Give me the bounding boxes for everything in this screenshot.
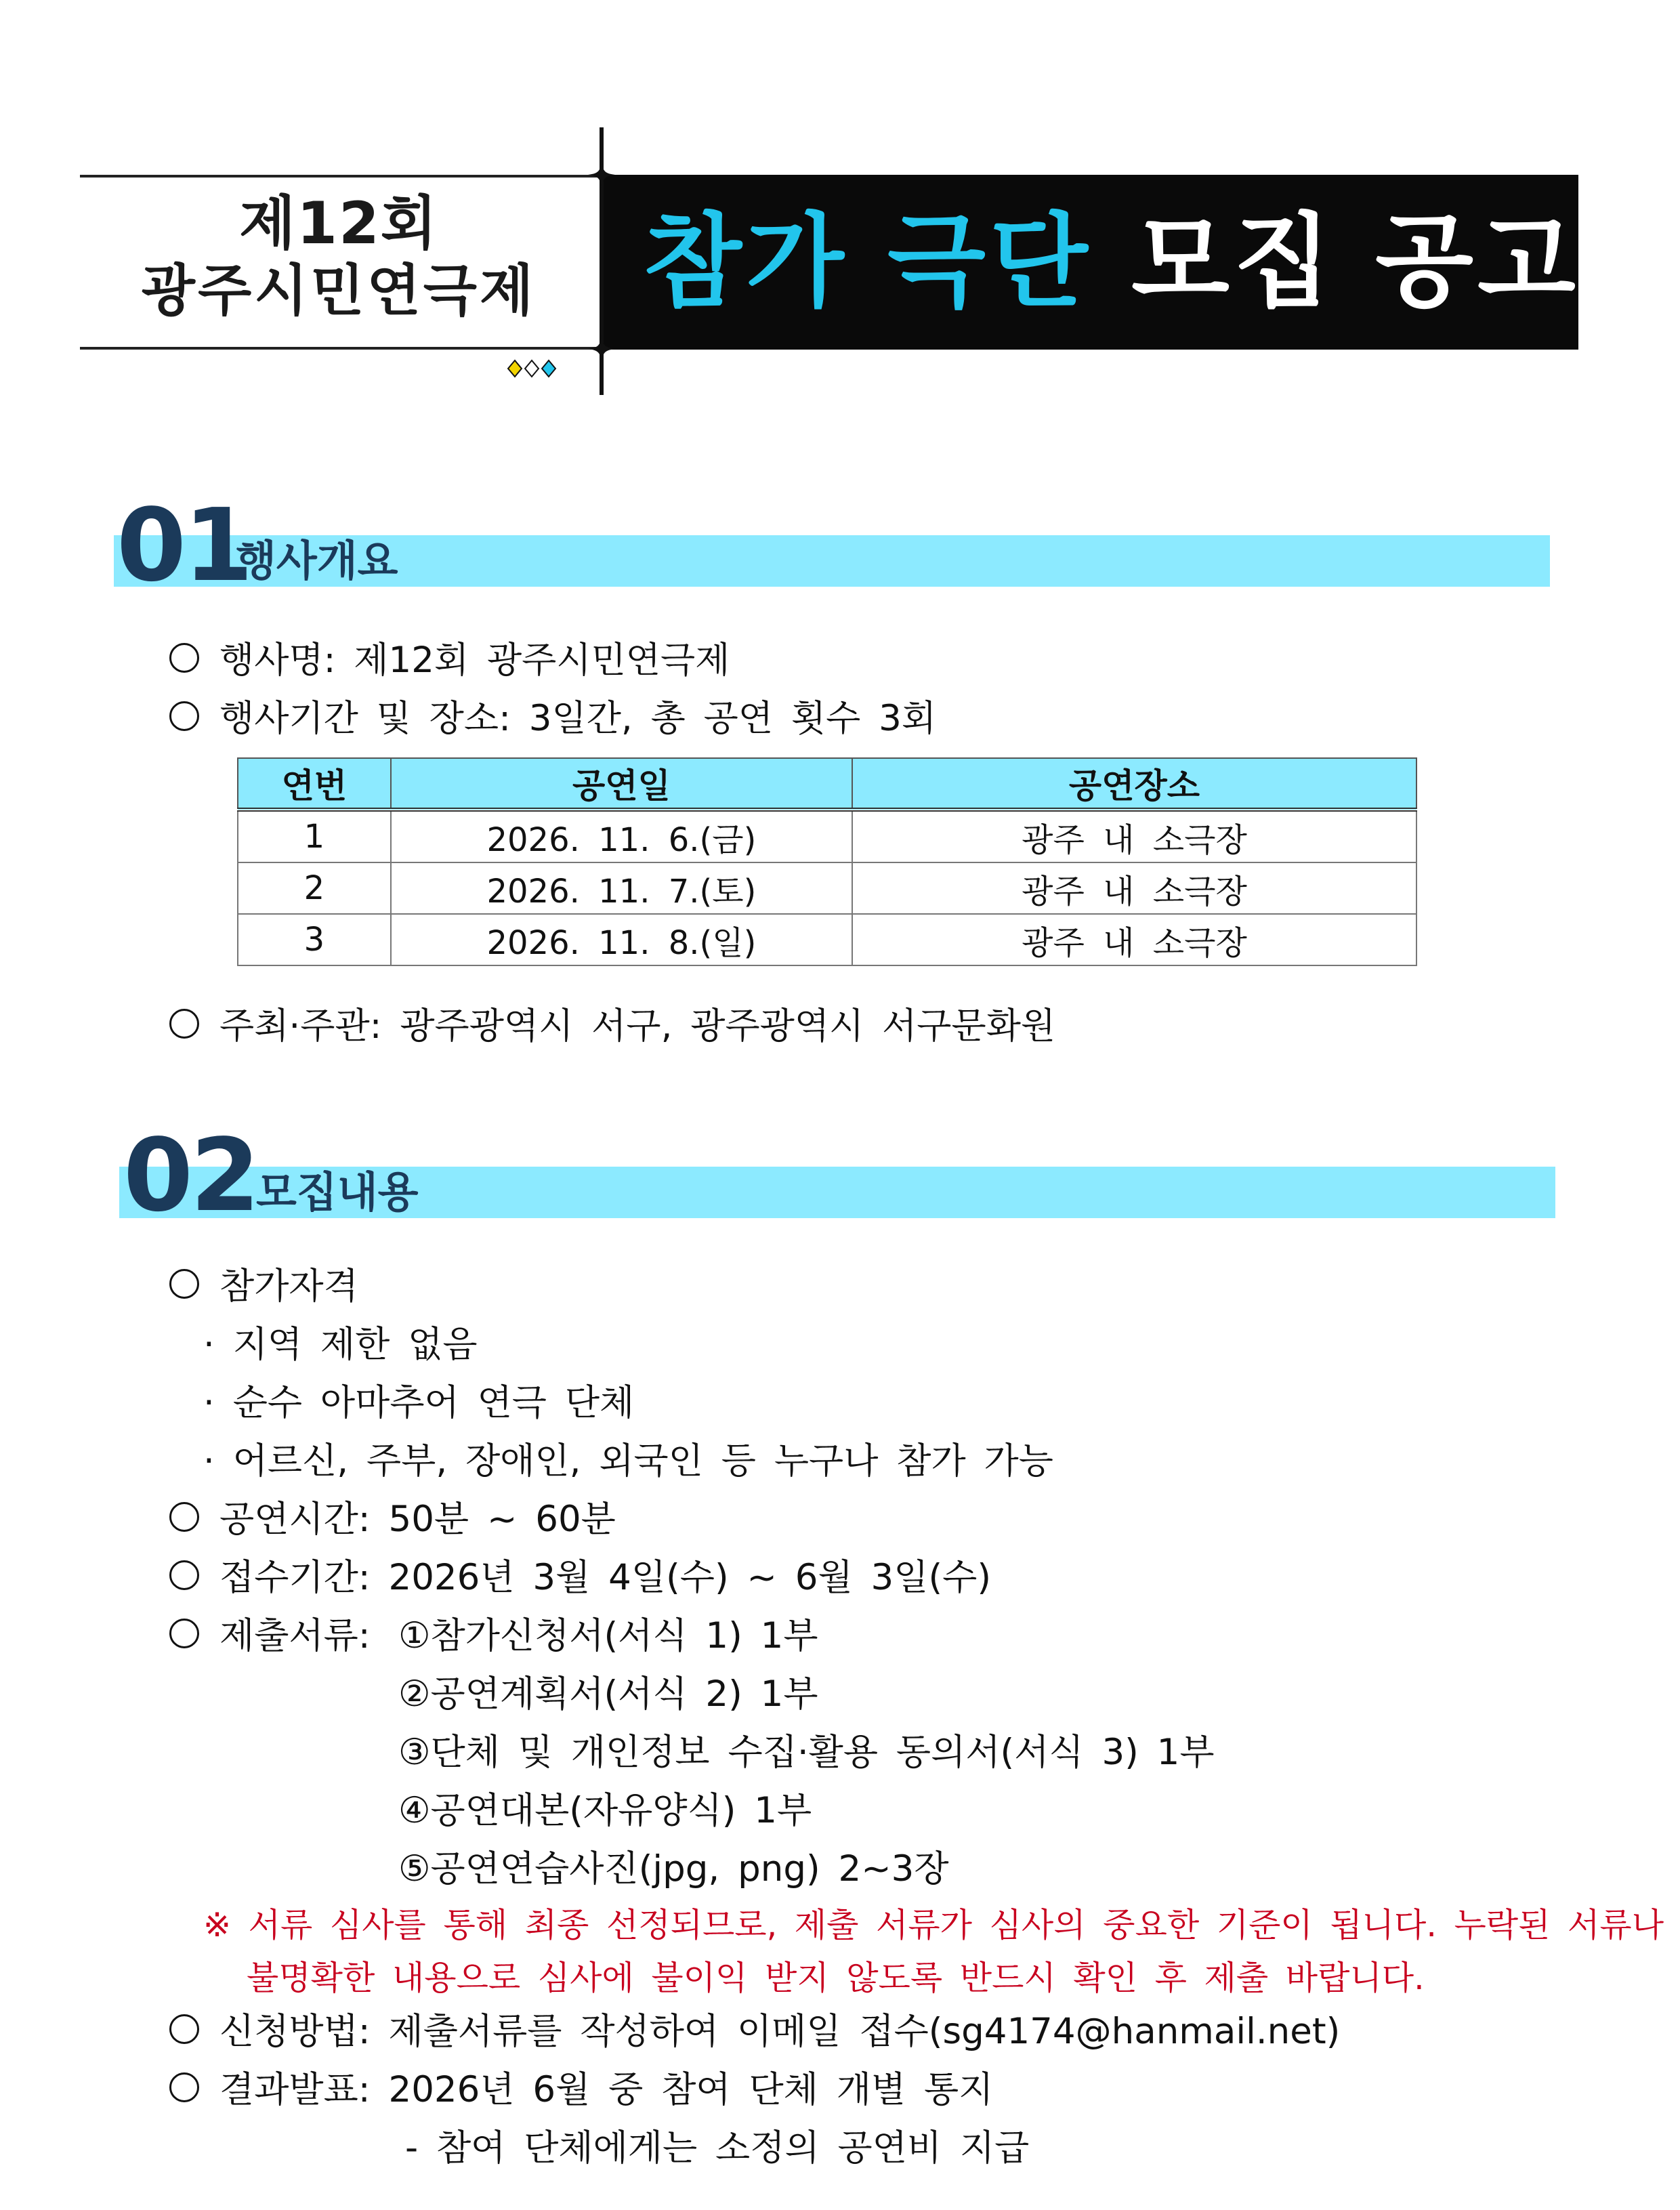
document-entry: ⑤공연연습사진(jpg, png) 2~3장 [398, 1848, 949, 1890]
performance-fee-note: - 참여 단체에게는 소정의 공연비 지급 [405, 2127, 1030, 2169]
circle-bullet-icon [169, 701, 199, 731]
schedule-table [237, 757, 1417, 966]
section-1-title: 행사개요 [236, 536, 398, 585]
application-period-item: 접수기간: 2026년 3월 4일(수) ~ 6월 3일(수) [169, 1554, 991, 1602]
title-recruit-target: 참가 극단 [644, 203, 1092, 321]
performance-duration-item: 공연시간: 50분 ~ 60분 [169, 1496, 616, 1543]
cell-venue: 광주 내 소극장 [852, 862, 1416, 914]
document-entry: ①참가신청서(서식 1) 1부 [398, 1615, 818, 1656]
section-2-title: 모집내용 [256, 1167, 419, 1217]
cell-number: 2 [238, 862, 391, 914]
section-2-number: 02 [123, 1117, 257, 1234]
table-row [238, 914, 1416, 965]
title-recruit-notice: 모집 공고 [1131, 203, 1580, 321]
eligibility-item: · 지역 제한 없음 [203, 1324, 478, 1365]
eligibility-item: · 어르신, 주부, 장애인, 외국인 등 누구나 참가 가능 [203, 1440, 1053, 1482]
cell-date: 2026. 11. 6.(금) [391, 810, 852, 862]
event-period-item: 행사기간 및 장소: 3일간, 총 공연 횟수 3회 [169, 695, 936, 743]
eligibility-heading: 참가자격 [169, 1263, 358, 1310]
organizer-item: 주최·주관: 광주광역시 서구, 광주광역시 서구문화원 [169, 1003, 1055, 1050]
eligibility-item: · 순수 아마추어 연극 단체 [203, 1382, 635, 1423]
festival-edition: 제12회 [239, 190, 438, 257]
table-row [238, 862, 1416, 914]
column-header-number: 연번 [238, 758, 391, 810]
circle-bullet-icon [169, 1269, 199, 1299]
sparkle-top-icon [588, 161, 615, 188]
cell-date: 2026. 11. 8.(일) [391, 914, 852, 965]
document-entry: ④공연대본(자유양식) 1부 [398, 1790, 812, 1831]
table-row [238, 810, 1416, 862]
announcement-title [644, 191, 1580, 333]
column-header-venue: 공연장소 [852, 758, 1416, 810]
cell-venue: 광주 내 소극장 [852, 810, 1416, 862]
festival-name: 광주시민연극제 [141, 259, 537, 323]
event-name-item: 행사명: 제12회 광주시민연극제 [169, 637, 730, 684]
result-announcement-item: 결과발표: 2026년 6월 중 참여 단체 개별 통지 [169, 2066, 993, 2114]
circle-bullet-icon [169, 1619, 199, 1648]
circle-bullet-icon [169, 643, 199, 673]
document-entry: ③단체 및 개인정보 수집·활용 동의서(서식 3) 1부 [398, 1732, 1215, 1773]
header-bottom-rule [80, 347, 602, 350]
column-header-date: 공연일 [391, 758, 852, 810]
application-method-item: 신청방법: 제출서류를 작성하여 이메일 접수(sg4174@hanmail.net) [169, 2008, 1340, 2056]
cell-date: 2026. 11. 7.(토) [391, 862, 852, 914]
screening-note: ※ 서류 심사를 통해 최종 선정되므로, 제출 서류가 심사의 중요한 기준이 됩니다. 누락된 서류나 [203, 1906, 1664, 1944]
documents-item: 제출서류: [169, 1612, 371, 1660]
circle-bullet-icon [169, 2072, 199, 2102]
circle-bullet-icon [169, 2014, 199, 2044]
diamond-ornament-icon [507, 359, 561, 378]
circle-bullet-icon [169, 1560, 199, 1590]
document-entry: ②공연계획서(서식 2) 1부 [398, 1673, 818, 1715]
section-1-number: 01 [117, 487, 251, 604]
cell-venue: 광주 내 소극장 [852, 914, 1416, 965]
header-top-rule [80, 175, 602, 178]
cell-number: 1 [238, 810, 391, 862]
circle-bullet-icon [169, 1009, 199, 1039]
cell-number: 3 [238, 914, 391, 965]
sparkle-bottom-icon [588, 335, 615, 362]
screening-note-continued: 불명확한 내용으로 심사에 불이익 받지 않도록 반드시 확인 후 제출 바랍니다. [247, 1959, 1425, 1997]
table-header-row [238, 758, 1416, 810]
circle-bullet-icon [169, 1502, 199, 1532]
